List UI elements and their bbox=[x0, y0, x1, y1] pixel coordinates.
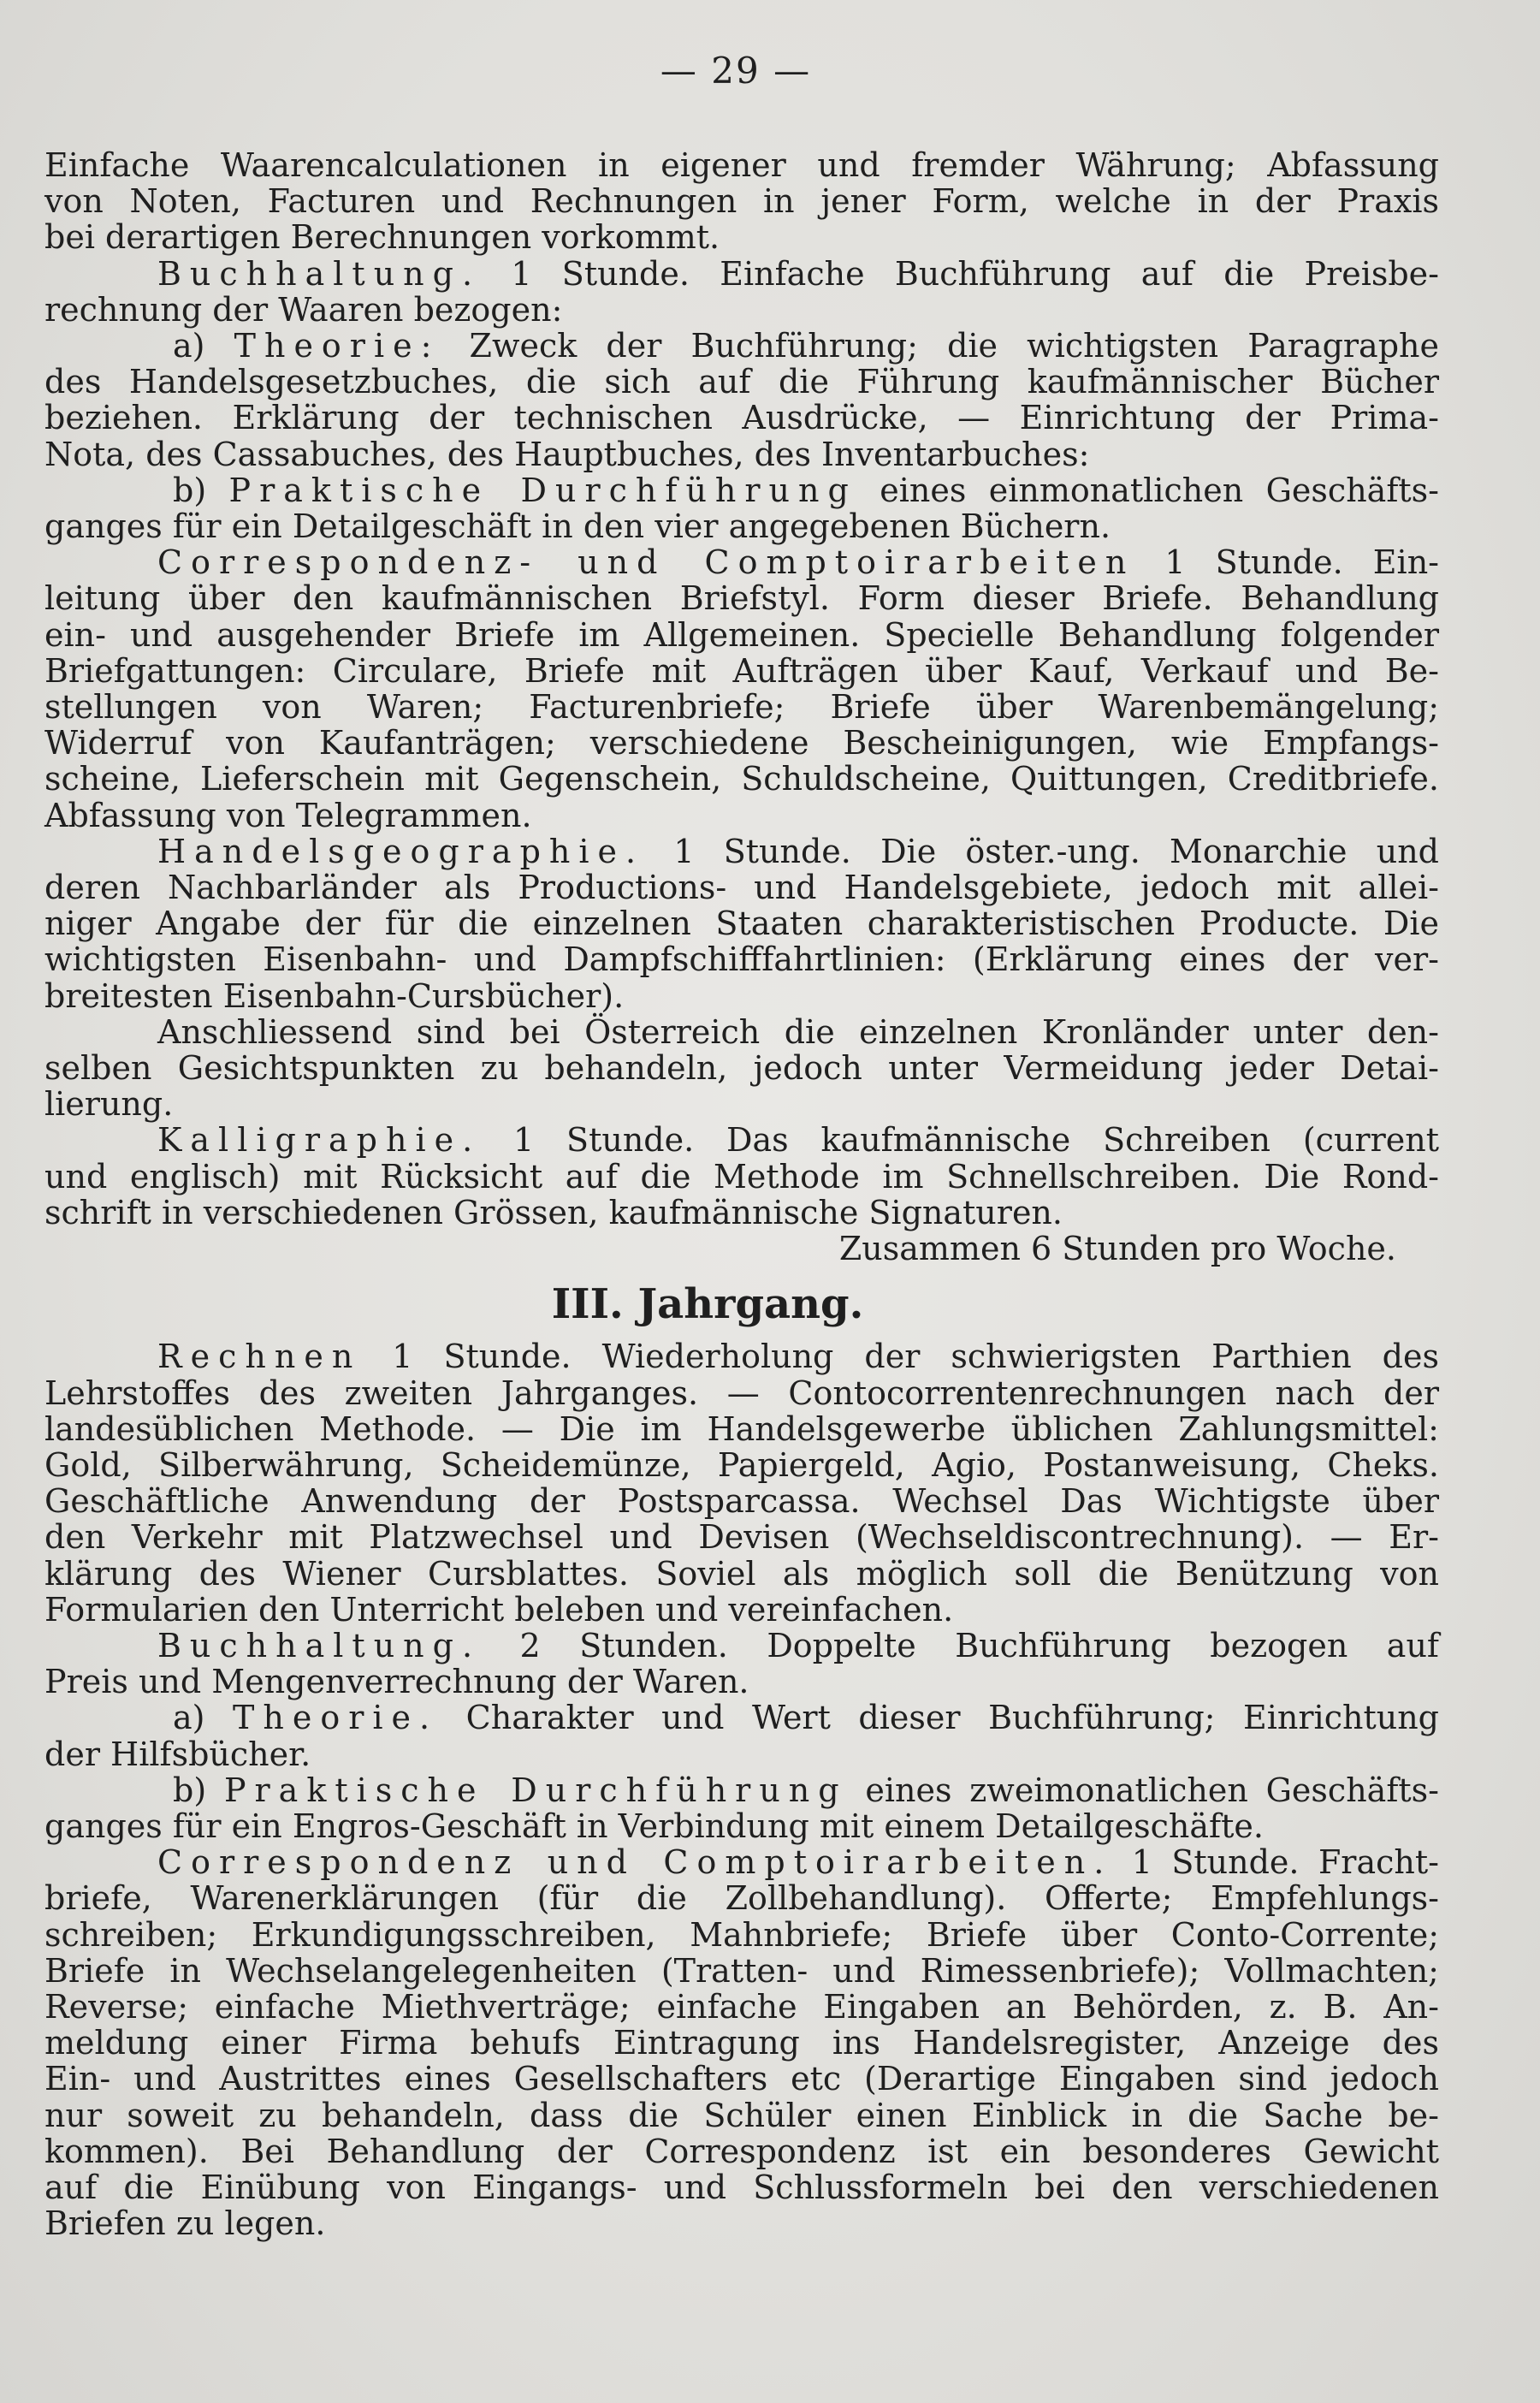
line-text: Abfassung von Telegrammen. bbox=[44, 796, 532, 834]
text-line bbox=[44, 580, 1439, 616]
body-text bbox=[44, 147, 1439, 2241]
spaced-subject-heading: Praktische Durchführung bbox=[223, 1771, 848, 1809]
text-line bbox=[44, 1772, 1439, 1808]
line-text: Widerruf von Kaufanträgen; verschiedene Bescheinigungen, wie Empfangs- bbox=[44, 724, 1439, 762]
line-text: deren Nachbarländer als Productions- und Handelsgebiete, jedoch mit allei- bbox=[44, 869, 1439, 907]
text-line bbox=[44, 1844, 1439, 1880]
text-line bbox=[44, 1880, 1439, 1916]
text-line bbox=[44, 1989, 1439, 2025]
text-line bbox=[44, 1411, 1439, 1447]
line-text: Charakter und Wert dieser Buchführung; Einrichtung bbox=[438, 1699, 1439, 1737]
line-text: a) bbox=[173, 327, 234, 365]
spaced-subject-heading: Rechnen bbox=[157, 1338, 362, 1376]
text-line bbox=[44, 2169, 1439, 2205]
text-line bbox=[44, 1483, 1439, 1519]
text-line bbox=[44, 292, 1439, 328]
heading-third-year: III. Jahrgang. bbox=[551, 1280, 864, 1329]
text-line bbox=[44, 508, 1439, 544]
text-line bbox=[44, 2133, 1439, 2169]
text-line bbox=[44, 834, 1439, 869]
line-text: kommen). Bei Behandlung der Correspondenz ist ein besonderes Gewicht bbox=[44, 2132, 1439, 2170]
line-text: b) bbox=[173, 1771, 224, 1809]
line-text: Ein- und Austrittes eines Gesellschafters etc (Derartige Eingaben sind jedoch bbox=[44, 2060, 1439, 2098]
line-text: ganges für ein Engros-Geschäft in Verbindung mit einem Detailgeschäfte. bbox=[44, 1807, 1264, 1845]
spaced-subject-heading: Theorie. bbox=[233, 1699, 439, 1737]
text-line bbox=[44, 1592, 1439, 1628]
text-line bbox=[44, 436, 1439, 472]
text-line bbox=[44, 869, 1439, 905]
text-line bbox=[44, 1556, 1439, 1592]
line-text: Briefgattungen: Circulare, Briefe mit Aufträgen über Kauf, Verkauf und Be- bbox=[44, 651, 1439, 690]
line-text: bei derartigen Berechnungen vorkommt. bbox=[44, 218, 720, 257]
text-line bbox=[44, 1086, 1439, 1122]
line-text: 1 Stunde. Das kaufmännische Schreiben (current bbox=[481, 1121, 1439, 1160]
text-line bbox=[44, 2061, 1439, 2097]
line-text: 1 Stunde. Fracht- bbox=[1112, 1843, 1439, 1882]
line-text: selben Gesichtspunkten zu behandeln, jedoch unter Vermeidung jeder Detai- bbox=[44, 1049, 1439, 1088]
line-text: 1 Stunde. Die öster.-ung. Monarchie und bbox=[644, 832, 1439, 870]
line-text: scheine, Lieferschein mit Gegenschein, Schuldscheine, Quittungen, Creditbriefe. bbox=[44, 760, 1439, 798]
line-text: breitesten Eisenbahn-Cursbücher). bbox=[44, 976, 625, 1015]
line-text: stellungen von Waren; Facturenbriefe; Briefe über Warenbemängelung; bbox=[44, 688, 1439, 727]
spaced-subject-heading: Theorie: bbox=[234, 327, 441, 365]
line-text: Preis und Mengenverrechnung der Waren. bbox=[44, 1663, 749, 1701]
text-line bbox=[44, 2097, 1439, 2133]
line-text: Reverse; einfache Miethverträge; einfache Eingaben an Behörden, z. B. An- bbox=[44, 1987, 1439, 2026]
line-text: 2 Stunden. Doppelte Buchführung bezogen auf bbox=[481, 1626, 1439, 1664]
line-text: meldung einer Firma behufs Eintragung ins Handelsregister, Anzeige des bbox=[44, 2024, 1439, 2062]
line-text: der Hilfsbücher. bbox=[44, 1735, 311, 1773]
text-line bbox=[44, 1447, 1439, 1483]
text-line bbox=[44, 219, 1439, 255]
line-text: und englisch) mit Rücksicht auf die Methode im Schnellschreiben. Die Rond- bbox=[44, 1157, 1439, 1196]
line-text: schrift in verschiedenen Grössen, kaufmännische Signaturen. bbox=[44, 1193, 1063, 1231]
line-text: Gold, Silberwährung, Scheidemünze, Papiergeld, Agio, Postanweisung, Cheks. bbox=[44, 1445, 1439, 1484]
text-line bbox=[44, 1014, 1439, 1050]
text-line bbox=[44, 1195, 1439, 1231]
line-text: des Handelsgesetzbuches, die sich auf die Führung kaufmännischer Bücher bbox=[44, 363, 1439, 401]
line-text: rechnung der Waaren bezogen: bbox=[44, 290, 563, 329]
text-line bbox=[44, 653, 1439, 689]
line-text: Geschäftliche Anwendung der Postsparcassa. Wechsel Das Wichtigste über bbox=[44, 1482, 1439, 1521]
line-text: ein- und ausgehender Briefe im Allgemeinen. Specielle Behandlung folgender bbox=[44, 615, 1439, 654]
line-text: Anschliessend sind bei Österreich die einzelnen Kronländer unter den- bbox=[157, 1012, 1439, 1051]
text-line bbox=[44, 1338, 1439, 1374]
section-third-year bbox=[44, 1338, 1439, 2241]
text-line bbox=[44, 1736, 1439, 1772]
line-text: 1 Stunde. Ein- bbox=[1134, 543, 1440, 582]
spaced-subject-heading: Handelsgeographie. bbox=[157, 832, 645, 870]
text-line bbox=[44, 1050, 1439, 1086]
line-text: ganges für ein Detailgeschäft in den vier angegebenen Büchern. bbox=[44, 507, 1111, 546]
line-text: niger Angabe der für die einzelnen Staaten charakteristischen Producte. Die bbox=[44, 905, 1439, 943]
text-line bbox=[44, 328, 1439, 364]
line-text: klärung des Wiener Cursblattes. Soviel als möglich soll die Benützung von bbox=[44, 1554, 1439, 1593]
text-line bbox=[44, 147, 1439, 183]
text-line bbox=[44, 2025, 1439, 2061]
text-line bbox=[44, 1953, 1439, 1989]
line-text: Briefe in Wechselangelegenheiten (Tratten- und Rimessenbriefe); Vollmachten; bbox=[44, 1951, 1439, 1990]
text-line bbox=[44, 472, 1439, 508]
line-text: a) bbox=[173, 1699, 234, 1737]
line-text: Briefen zu legen. bbox=[44, 2204, 326, 2243]
spaced-subject-heading: Praktische Durchführung bbox=[228, 471, 857, 509]
line-text: b) bbox=[173, 471, 229, 509]
text-line bbox=[44, 2205, 1439, 2241]
text-line bbox=[44, 256, 1439, 292]
line-text: Einfache Waarencalculationen in eigener und fremder Währung; Abfassung bbox=[44, 146, 1439, 184]
line-text: auf die Einübung von Eingangs- und Schlussformeln bei den verschiedenen bbox=[44, 2168, 1439, 2206]
spaced-subject-heading: Kalligraphie. bbox=[157, 1121, 482, 1160]
line-text: Nota, des Cassabuches, des Hauptbuches, des Inventarbuches: bbox=[44, 435, 1090, 473]
text-line bbox=[44, 400, 1439, 436]
spaced-subject-heading: Buchhaltung. bbox=[157, 1626, 482, 1664]
line-text: Zusammen 6 Stunden pro Woche. bbox=[838, 1230, 1396, 1268]
line-text: 1 Stunde. Einfache Buchführung auf die Preisbe- bbox=[481, 254, 1439, 293]
line-text: briefe, Warenerklärungen (für die Zollbehandlung). Offerte; Empfehlungs- bbox=[44, 1879, 1439, 1918]
text-line bbox=[44, 1628, 1439, 1664]
text-line bbox=[44, 905, 1439, 941]
line-text: lierung. bbox=[44, 1085, 174, 1124]
text-line bbox=[44, 1664, 1439, 1700]
line-text: von Noten, Facturen und Rechnungen in jener Form, welche in der Praxis bbox=[44, 182, 1439, 221]
line-text: Zweck der Buchführung; die wichtigsten Paragraphe bbox=[440, 327, 1439, 365]
text-line bbox=[44, 1122, 1439, 1158]
line-text: landesüblichen Methode. — Die im Handelsgewerbe üblichen Zahlungsmittel: bbox=[44, 1409, 1439, 1448]
spaced-subject-heading: Buchhaltung. bbox=[157, 254, 482, 293]
text-line bbox=[44, 798, 1439, 834]
text-line bbox=[44, 1375, 1439, 1411]
text-line bbox=[44, 183, 1439, 219]
text-line bbox=[44, 1700, 1439, 1736]
text-line bbox=[44, 617, 1439, 653]
line-text: den Verkehr mit Platzwechsel und Devisen (Wechseldiscontrechnung). — Er- bbox=[44, 1518, 1439, 1557]
line-text: eines einmonatlichen Geschäfts- bbox=[856, 471, 1439, 509]
line-text: Formularien den Unterricht beleben und vereinfachen. bbox=[44, 1590, 954, 1629]
text-line bbox=[44, 1159, 1439, 1195]
page-number: — 29 — bbox=[660, 50, 812, 92]
text-line bbox=[44, 1808, 1439, 1844]
text-line bbox=[44, 364, 1439, 400]
line-text: leitung über den kaufmännischen Briefstyl. Form dieser Briefe. Behandlung bbox=[44, 579, 1439, 618]
line-text: eines zweimonatlichen Geschäfts- bbox=[847, 1771, 1439, 1809]
spaced-subject-heading: Correspondenz- und Comptoirarbeiten bbox=[157, 543, 1135, 582]
line-text: wichtigsten Eisenbahn- und Dampfschifffahrtlinien: (Erklärung eines der ver- bbox=[44, 940, 1439, 979]
text-line bbox=[44, 941, 1439, 977]
line-text: schreiben; Erkundigungsschreiben, Mahnbriefe; Briefe über Conto-Corrente; bbox=[44, 1915, 1439, 1954]
text-line bbox=[44, 689, 1439, 725]
text-line bbox=[44, 1917, 1439, 1953]
line-text: 1 Stunde. Wiederholung der schwierigsten Parthien des bbox=[361, 1338, 1439, 1376]
text-line bbox=[44, 725, 1439, 761]
text-line bbox=[44, 978, 1439, 1014]
text-line bbox=[44, 1519, 1439, 1555]
section-second-year-continued bbox=[44, 147, 1439, 1267]
text-line bbox=[44, 761, 1439, 797]
line-text: nur soweit zu behandeln, dass die Schüler einen Einblick in die Sache be- bbox=[44, 2096, 1439, 2134]
line-text: Lehrstoffes des zweiten Jahrganges. — Contocorrentenrechnungen nach der bbox=[44, 1374, 1439, 1412]
spaced-subject-heading: Correspondenz und Comptoirarbeiten. bbox=[157, 1843, 1113, 1882]
text-line bbox=[44, 544, 1439, 580]
text-line bbox=[44, 1231, 1439, 1267]
line-text: beziehen. Erklärung der technischen Ausdrücke, — Einrichtung der Prima- bbox=[44, 399, 1439, 437]
